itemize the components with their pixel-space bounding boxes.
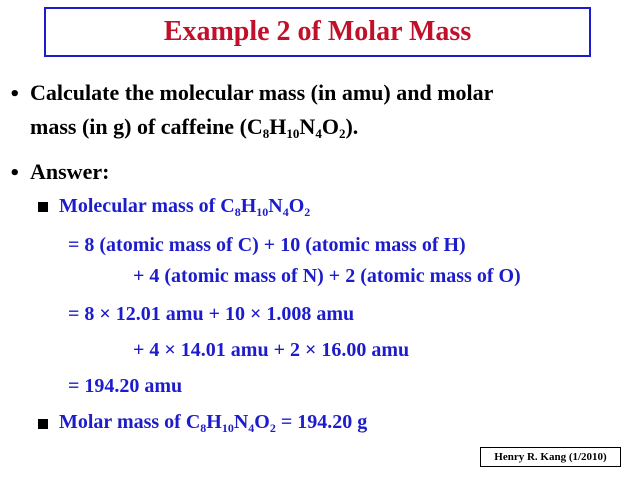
title-box xyxy=(44,7,591,57)
element-o: O xyxy=(288,195,305,217)
square-bullet xyxy=(38,419,48,429)
calc-text: = 194.20 amu xyxy=(68,375,183,397)
calc-text: + 4 × 14.01 amu + 2 × 16.00 amu xyxy=(133,339,410,361)
calc-line xyxy=(68,375,182,398)
calc-text: = 8 (atomic mass of C) + 10 (atomic mass of H) xyxy=(68,234,466,256)
slide-title: Example 2 of Molar Mass xyxy=(163,16,472,47)
calc-line xyxy=(68,234,466,257)
subscript-c: 8 xyxy=(200,421,207,435)
molar-label: Molar mass of C xyxy=(59,411,201,433)
subscript-n: 4 xyxy=(248,421,255,435)
element-n: N xyxy=(299,114,316,139)
calc-line xyxy=(133,339,409,362)
element-h: H xyxy=(206,411,222,433)
sub-bullet-molar xyxy=(59,411,367,436)
bullet-calculate-text1: Calculate the molecular mass (in amu) and molar xyxy=(30,80,494,105)
bullet-dot: • xyxy=(9,163,21,184)
calc-text: = 8 × 12.01 amu + 10 × 1.008 amu xyxy=(68,303,355,325)
element-o: O xyxy=(321,114,339,139)
element-o: O xyxy=(254,411,270,433)
calc-text: + 4 (atomic mass of N) + 2 (atomic mass of O) xyxy=(133,265,521,287)
molecular-label: Molecular mass of C xyxy=(59,195,235,217)
calc-line xyxy=(68,303,354,326)
subscript-o: 2 xyxy=(338,126,346,141)
square-bullet xyxy=(38,202,48,212)
bullet-calculate-end: ). xyxy=(345,114,359,139)
subscript-n: 4 xyxy=(315,126,322,141)
sub-bullet-molecular xyxy=(59,195,310,220)
element-n: N xyxy=(233,411,249,433)
bullet-dot: • xyxy=(9,84,21,105)
subscript-c: 8 xyxy=(234,205,241,219)
author-footer xyxy=(480,447,621,467)
author-credit: Henry R. Kang (1/2010) xyxy=(494,451,607,463)
bullet-answer xyxy=(30,159,109,185)
bullet-calculate-line1 xyxy=(30,80,493,106)
bullet-calculate-text2: mass (in g) of caffeine (C xyxy=(30,114,263,139)
subscript-o: 2 xyxy=(269,421,276,435)
subscript-c: 8 xyxy=(262,126,270,141)
subscript-h: 10 xyxy=(286,126,300,141)
element-h: H xyxy=(240,195,257,217)
subscript-o: 2 xyxy=(304,205,311,219)
answer-label: Answer: xyxy=(30,159,110,184)
subscript-h: 10 xyxy=(256,205,269,219)
element-n: N xyxy=(268,195,283,217)
subscript-h: 10 xyxy=(221,421,234,435)
calc-line xyxy=(133,265,521,288)
element-h: H xyxy=(269,114,287,139)
bullet-calculate-line2 xyxy=(30,114,358,142)
molar-value: = 194.20 g xyxy=(275,411,368,433)
subscript-n: 4 xyxy=(282,205,289,219)
